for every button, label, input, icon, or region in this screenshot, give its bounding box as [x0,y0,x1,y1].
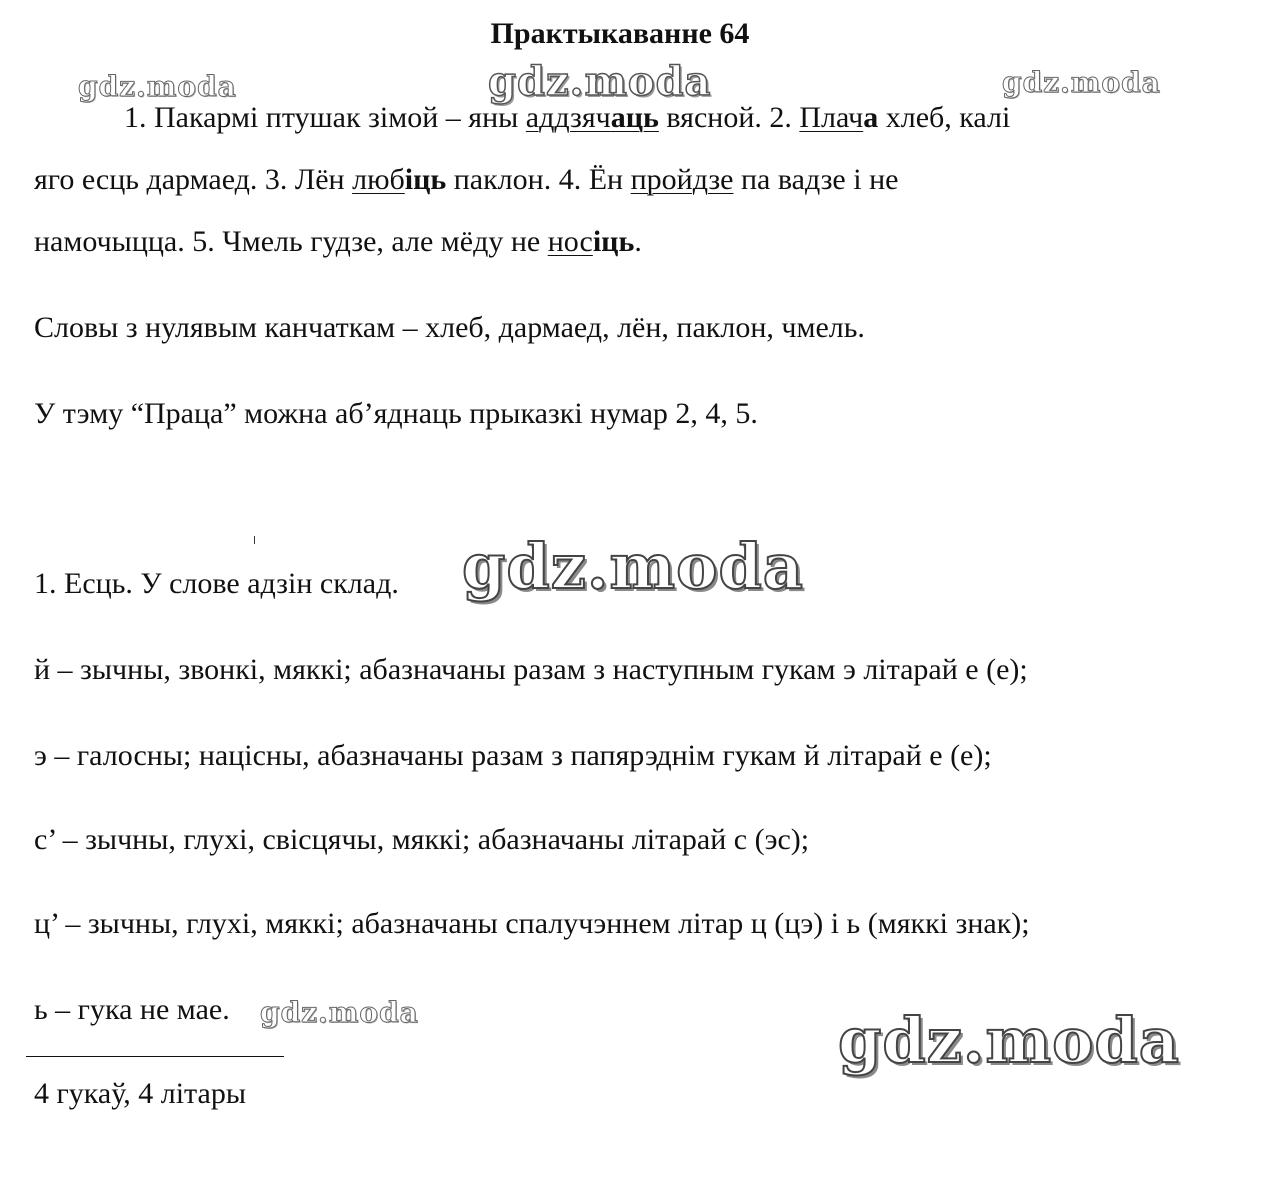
page-title: Практыкаванне 64 [490,17,750,50]
proverb-text: вясной. 2. [658,101,800,134]
proverb-text: яго есць дармаед. 3. Лён [34,163,353,196]
proverbs-line-2 [34,162,898,198]
watermark-center: gdz.moda [462,530,804,603]
analysis-line-s: с’ – зычны, глухі, свісцячы, мяккі; абазначаны літарай с (эс); [34,823,810,856]
word-ending: аць [610,101,659,134]
underlined-word: нос [547,225,593,258]
proverb-text: хлеб, калі [878,101,1011,134]
proverb-text: . [634,225,642,258]
proverb-text: намочыцца. 5. Чмель гудзе, але мёду не [34,225,548,258]
watermark-top-center: gdz.moda [488,58,712,105]
analysis-line-soft: ь – гука не мае. [34,993,230,1026]
word-stem: Плач [799,101,864,134]
watermark-top-left: gdz.moda [78,70,237,103]
underlined-word: пройдзе [630,163,734,196]
proverb-text: паклон. 4. Ён [446,163,631,196]
word-ending: а [863,101,879,134]
watermark-bottom-right: gdz.moda [838,1004,1180,1077]
summary-line: 4 гукаў, 4 літары [34,1077,246,1110]
analysis-line-e: э – галосны; націсны, абазначаны разам з папярэднім гукам й літарай е (е); [34,739,992,772]
word-ending: іць [404,163,447,196]
theme-line: У тэму “Праца” можна аб’яднаць прыказкі нумар 2, 4, 5. [34,397,758,430]
word-ending: іць [592,225,635,258]
proverbs-line-1 [124,100,1010,136]
underlined-word [799,101,863,134]
proverb-text: 1. Пакармі птушак зімой – яны [124,101,526,134]
watermark-bottom-small: gdz.moda [260,996,419,1029]
separator-line [26,1056,284,1057]
stray-mark [254,536,255,544]
word-stem: аддзяч [525,101,611,134]
underlined-word: люб [352,163,405,196]
analysis-heading: 1. Есць. У слове адзін склад. [34,567,399,600]
watermark-top-right: gdz.moda [1002,66,1161,99]
proverb-text: па вадзе і не [733,163,899,196]
proverbs-line-3 [34,224,642,260]
analysis-line-c: ц’ – зычны, глухі, мяккі; абазначаны спалучэннем літар ц (цэ) і ь (мяккі знак); [34,907,1030,940]
underlined-word [526,101,659,134]
zero-endings-line: Словы з нулявым канчаткам – хлеб, дармаед, лён, паклон, чмель. [34,311,865,344]
analysis-line-j: й – зычны, звонкі, мяккі; абазначаны разам з наступным гукам э літарай е (е); [34,653,1028,686]
